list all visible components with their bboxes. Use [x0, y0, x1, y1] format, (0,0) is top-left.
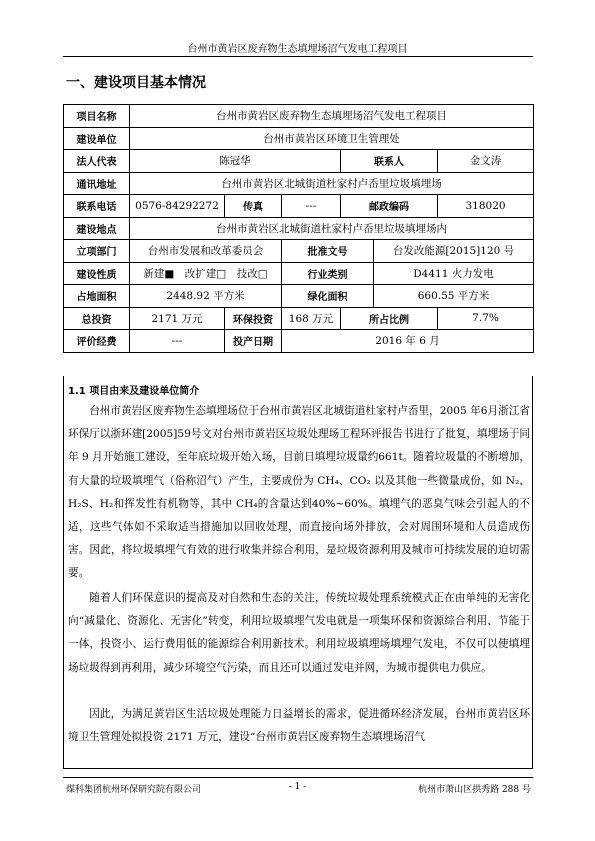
project-name-label: 项目名称 [64, 105, 130, 128]
table-row [64, 330, 534, 353]
location-value: 台州市黄岩区北城街道杜家村卢岙里垃圾填埋场内 [130, 217, 534, 240]
date-label: 投产日期 [225, 330, 282, 353]
fax-value: --- [282, 195, 341, 218]
section-title: 一、建设项目基本情况 [66, 75, 206, 91]
green-value: 660.55 平方米 [374, 285, 534, 308]
address-value: 台州市黄岩区北城街道杜家村卢岙里垃圾填埋场 [130, 172, 534, 195]
area-label: 占地面积 [64, 285, 130, 308]
legal-rep-value: 陈冠华 [130, 150, 341, 173]
paragraph-1: 台州市黄岩区废弃物生态填埋场位于台州市黄岩区北城街道杜家村卢岙里，2005 年6月浙江省环保厅以浙环建[2005]59号文对台州市黄岩区垃圾处理场工程环评报告书进行了批复，填埋场于同年 9 月开始施工建设，至年底垃圾开始入场，目前日填埋垃圾量约661t。随着垃圾量的不断增加，有大量的垃圾填埋气（俗称沼气）产生，主要成份为 CH₄、CO₂ 以及其他一些微量成份，如 N₂、H₂S、H₂和挥发性有机物等，其中 CH₄的含量达到40%~60%。填埋气的恶臭气味会引起人的不适，这些气体如不采取适当措施加以回收处理，而直接向场外排放，会对周围环境和人员造成伤害。因此，将垃圾填埋气有效的进行收集并综合利用，是垃圾资源利用及城市可持续发展的迫切需要。 [68, 405, 530, 580]
basic-info-table [63, 104, 534, 353]
dept-value: 台州市发展和改革委员会 [130, 240, 282, 263]
table-row [64, 217, 534, 240]
date-value: 2016 年 6 月 [282, 330, 534, 353]
address-label: 通讯地址 [64, 172, 130, 195]
contact-value: 金文涛 [438, 150, 534, 173]
project-name-value: 台州市黄岩区废弃物生态填埋场沼气发电工程项目 [130, 105, 534, 128]
builder-label: 建设单位 [64, 127, 130, 150]
header-rule [63, 56, 533, 57]
invest-value: 2171 万元 [130, 307, 225, 330]
postcode-label: 邮政编码 [341, 195, 438, 218]
table-row [64, 285, 534, 308]
footer-left: 煤科集团杭州环保研究院有限公司 [66, 785, 202, 795]
contact-label: 联系人 [341, 150, 438, 173]
legal-rep-label: 法人代表 [64, 150, 130, 173]
eval-value: --- [130, 330, 225, 353]
table-row [64, 172, 534, 195]
table-row [64, 127, 534, 150]
ratio-label: 所占比例 [341, 307, 438, 330]
footer-rule [63, 777, 533, 778]
project-background-box [63, 376, 533, 769]
approval-label: 批准文号 [282, 240, 374, 263]
nature-value: 新建■ 改扩建□ 技改□ [130, 262, 282, 285]
table-row [64, 150, 534, 173]
table-row [64, 307, 534, 330]
phone-value: 0576-84292272 [130, 195, 225, 218]
builder-value: 台州市黄岩区环境卫生管理处 [130, 127, 534, 150]
phone-label: 联系电话 [64, 195, 130, 218]
subsection-title: 1.1 项目由来及建设单位简介 [68, 386, 200, 397]
footer-right: 杭州市萧山区拱秀路 288 号 [418, 785, 531, 795]
env-invest-value: 168 万元 [282, 307, 341, 330]
table-row [64, 195, 534, 218]
postcode-value: 318020 [438, 195, 534, 218]
dept-label: 立项部门 [64, 240, 130, 263]
paragraph-2: 随着人们环保意识的提高及对自然和生态的关注，传统垃圾处理系统模式正在由单纯的无害化向“减量化、资源化、无害化”转变，利用垃圾填埋气发电就是一项集环保和资源综合利用、节能于一体，投资小、运行费用低的能源综合利用新技术。利用垃圾填埋场填埋气发电，不仅可以使填埋场垃圾得到再利用，减少环境空气污染，而且还可以通过发电并网，为城市提供电力供应。 [68, 592, 530, 674]
approval-value: 台发改能源[2015]120 号 [374, 240, 534, 263]
location-label: 建设地点 [64, 217, 130, 240]
ratio-value: 7.7% [438, 307, 534, 330]
table-row [64, 262, 534, 285]
env-invest-label: 环保投资 [225, 307, 282, 330]
eval-label: 评价经费 [64, 330, 130, 353]
page-number: - 1 - [288, 782, 307, 792]
industry-value: D4411 火力发电 [374, 262, 534, 285]
running-header: 台州市黄岩区废弃物生态填埋场沼气发电工程项目 [187, 44, 408, 55]
paragraph-3: 因此，为满足黄岩区生活垃圾处理能力日益增长的需求，促进循环经济发展，台州市黄岩区环境卫生管理处拟投资 2171 万元，建设“台州市黄岩区废弃物生态填埋场沼气 [68, 708, 530, 744]
industry-label: 行业类别 [282, 262, 374, 285]
fax-label: 传真 [225, 195, 282, 218]
table-row [64, 240, 534, 263]
table-row [64, 105, 534, 128]
invest-label: 总投资 [64, 307, 130, 330]
area-value: 2448.92 平方米 [130, 285, 282, 308]
green-label: 绿化面积 [282, 285, 374, 308]
nature-label: 建设性质 [64, 262, 130, 285]
